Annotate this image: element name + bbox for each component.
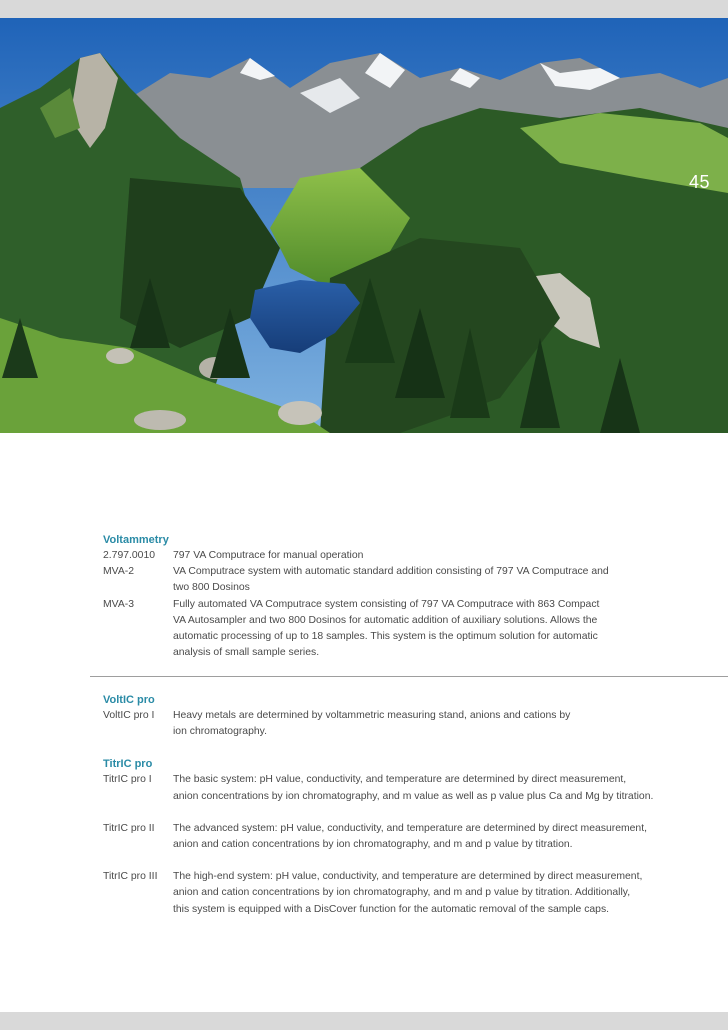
description-line: analysis of small sample series. <box>173 647 320 659</box>
alpine-landscape-photo <box>0 18 728 433</box>
description-line: 797 VA Computrace for manual operation <box>173 550 364 561</box>
description-line: automatic processing of up to 18 samples. This system is the optimum solution for automatic <box>173 631 598 643</box>
section-voltic-pro <box>103 692 703 740</box>
section-title: Voltammetry <box>103 534 169 546</box>
list-item <box>103 821 703 853</box>
list-item <box>103 772 703 804</box>
description-line: VA Computrace system with automatic standard addition consisting of 797 VA Computrace and <box>173 566 609 578</box>
section-titric-pro <box>103 756 703 917</box>
item-description <box>173 548 703 564</box>
section-divider <box>90 676 728 677</box>
section-title: VoltIC pro <box>103 694 155 706</box>
item-code: TitrIC pro I <box>103 774 152 786</box>
list-item <box>103 597 703 662</box>
item-code: TitrIC pro III <box>103 871 158 883</box>
description-line: anion and cation concentrations by ion chromatography, and m and p value by titration. <box>173 839 573 851</box>
section-title: TitrIC pro <box>103 758 153 771</box>
description-line: Heavy metals are determined by voltammetric measuring stand, anions and cations by <box>173 710 571 721</box>
item-description <box>173 772 703 804</box>
description-line: two 800 Dosinos <box>173 582 250 594</box>
description-line: this system is equipped with a DisCover function for the automatic removal of the sample caps. <box>173 903 610 915</box>
item-description <box>173 821 703 853</box>
item-description <box>173 597 703 662</box>
list-item <box>103 548 703 564</box>
description-line: VA Autosampler and two 800 Dosinos for automatic addition of auxiliary solutions. Allows the <box>173 614 598 626</box>
list-item <box>103 564 703 596</box>
list-item <box>103 869 703 918</box>
item-description <box>173 869 703 918</box>
landscape-illustration <box>0 18 728 433</box>
item-code: VoltIC pro I <box>103 710 155 721</box>
description-line: The high-end system: pH value, conductivity, and temperature are determined by direct measurement, <box>173 871 643 883</box>
description-line: The advanced system: pH value, conductivity, and temperature are determined by direct measurement, <box>173 822 647 834</box>
product-list-2 <box>103 692 703 918</box>
item-description <box>173 564 703 596</box>
list-item <box>103 708 703 740</box>
description-line: ion chromatography. <box>173 726 267 738</box>
top-margin-bar <box>0 0 728 18</box>
item-description <box>173 708 703 740</box>
description-line: Fully automated VA Computrace system consisting of 797 VA Computrace with 863 Compact <box>173 598 600 610</box>
bottom-margin-bar <box>0 1012 728 1030</box>
item-code: MVA-3 <box>103 598 134 610</box>
section-voltammetry <box>103 532 703 661</box>
item-code: 2.797.0010 <box>103 550 156 561</box>
item-code: TitrIC pro II <box>103 822 155 834</box>
page-number: 45 <box>688 172 710 192</box>
product-list <box>103 532 703 661</box>
description-line: The basic system: pH value, conductivity, and temperature are determined by direct measurement, <box>173 774 627 786</box>
description-line: anion concentrations by ion chromatography, and m value as well as p value plus Ca and Mg by titration. <box>173 790 654 802</box>
item-code: MVA-2 <box>103 566 134 578</box>
description-line: anion and cation concentrations by ion chromatography, and m and p value by titration. Additionally, <box>173 887 631 899</box>
